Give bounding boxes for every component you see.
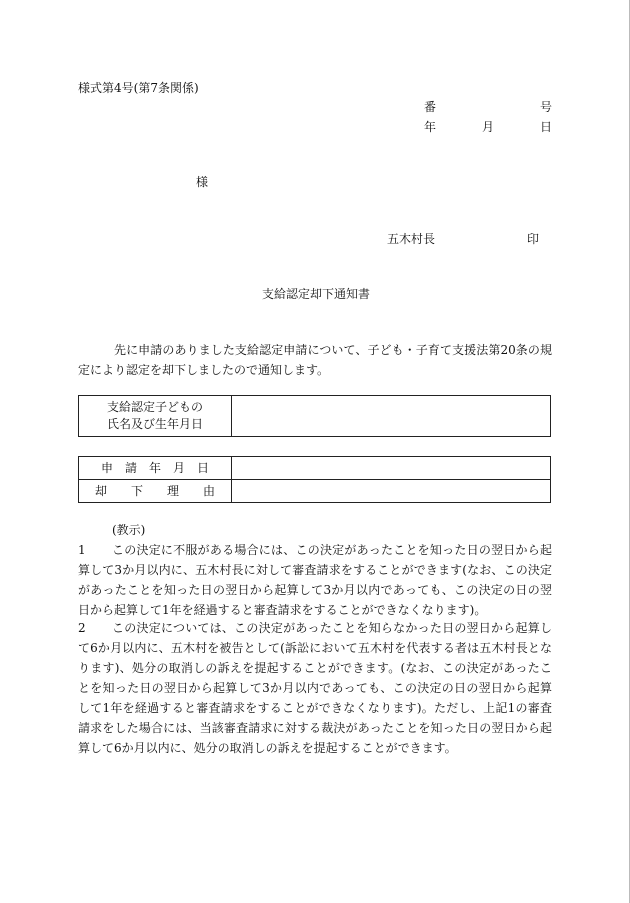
rejection-reason-value (232, 480, 551, 503)
child-info-table (78, 395, 551, 437)
application-table (78, 456, 551, 503)
number-label: 番 (424, 100, 437, 114)
instruction-number-1: 1 (78, 543, 86, 557)
instruction-item-2 (78, 618, 552, 758)
date-year-label: 年 (424, 120, 437, 134)
child-info-label (79, 396, 232, 437)
instruction-text-2: この決定については、この決定があったことを知らなかった日の翌日から起算して6か月以内に、五木村を被告として(訴訟において五木村を代表する者は五木村長となります)、処分の取消しの訴えを提起することができます。(なお、この決定があったことを知った日の翌日から起算して3か月以内であっても、この決定の日の翌日から起算して1年を経過すると審査請求をすることができなくなります)。ただし、上記1の審査請求をした場合には、当該審査請求に対する裁決があったことを知った日の翌日から起算して6か月以内に、処分の取消しの訴えを提起することができます。 (78, 621, 552, 755)
body-text: 先に申請のありました支給認定申請について、子ども・子育て支援法第20条の規定により認定を却下しましたので通知します。 (78, 343, 552, 377)
application-date-value (232, 457, 551, 480)
instruction-item-1 (78, 540, 552, 620)
date-month-label: 月 (482, 120, 495, 134)
rejection-reason-label: 却 下 理 由 (79, 480, 232, 503)
document-title: 支給認定却下通知書 (262, 287, 371, 301)
form-number: 様式第4号(第7条関係) (78, 81, 199, 95)
application-date-label: 申 請 年 月 日 (79, 457, 232, 480)
issuer-name: 五木村長 (387, 232, 436, 246)
seal-mark: 印 (527, 232, 540, 246)
child-info-value (232, 396, 551, 437)
instruction-text-1: この決定に不服がある場合には、この決定があったことを知った日の翌日から起算して3か月以内に、五木村長に対して審査請求をすることができます(なお、この決定があったことを知った日の翌日から起算して3か月以内であっても、この決定の日の翌日から起算して1年を経過すると審査請求をすることができなくなります)。 (78, 543, 552, 617)
date-day-label: 日 (540, 120, 553, 134)
child-info-label-line1: 支給認定子どもの (106, 400, 203, 414)
instruction-number-2: 2 (78, 621, 86, 635)
instruction-heading: (教示) (112, 523, 146, 537)
addressee-suffix: 様 (196, 175, 209, 189)
child-info-label-line2: 氏名及び生年月日 (106, 417, 203, 431)
number-suffix: 号 (540, 100, 553, 114)
